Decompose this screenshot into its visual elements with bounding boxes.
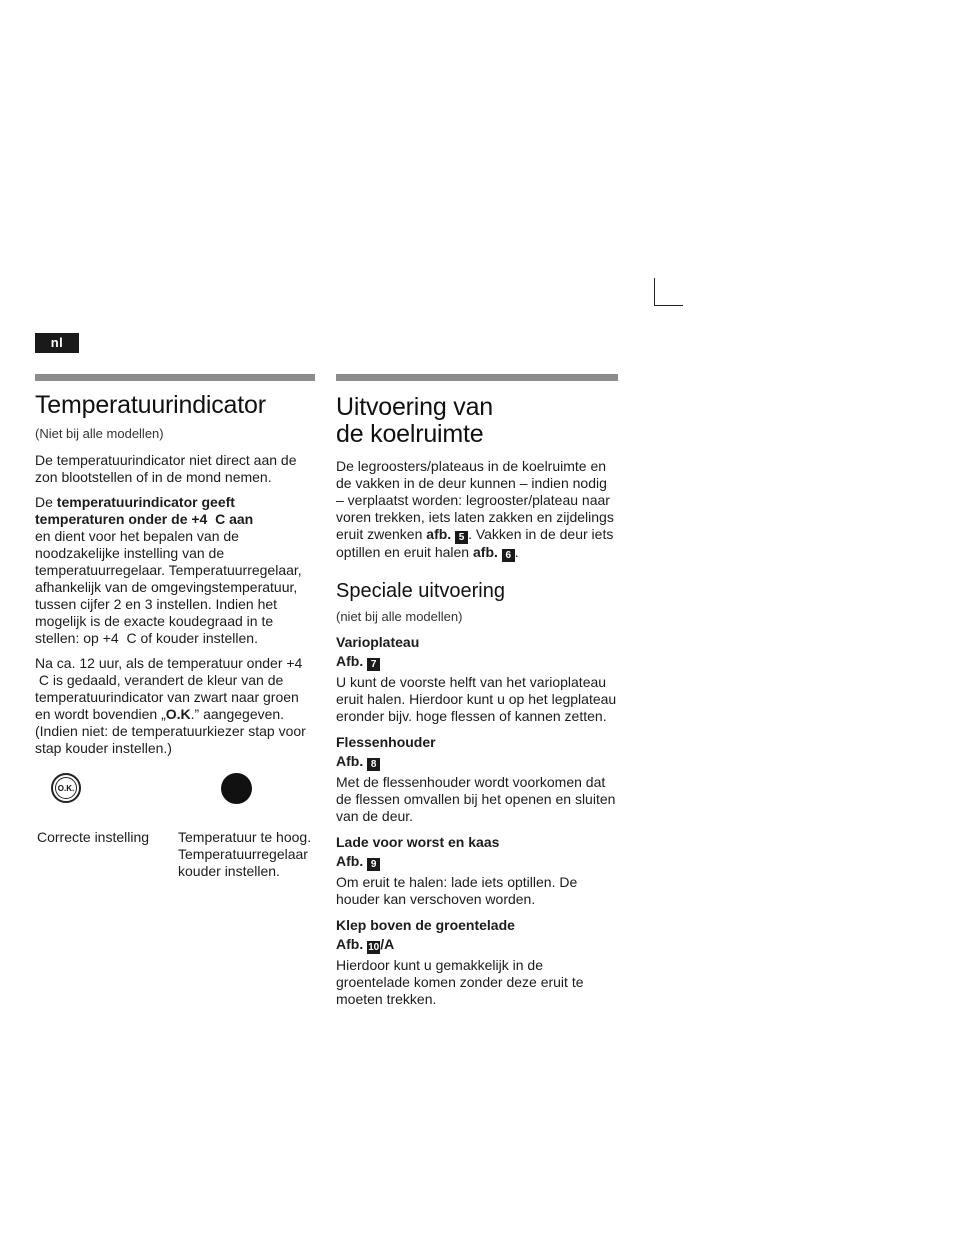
afb-text: Afb.	[336, 853, 364, 869]
figure-number-badge: 9	[367, 858, 380, 871]
text: De	[35, 494, 57, 510]
figure-ref: afb.	[426, 526, 452, 542]
caption-too-warm: Temperatuur te hoog. Temperatuurregelaar kouder instellen.	[178, 829, 312, 879]
text: .” aangegeven. (Indien niet: de temperatuurkiezer stap voor stap kouder instellen.)	[35, 706, 306, 756]
afb-text: Afb.	[336, 936, 364, 952]
crop-mark	[654, 278, 683, 306]
feature-item	[336, 634, 618, 725]
text: Na ca. 12 uur, als de temperatuur onder +4 C is gedaald, verandert de kleur van de temperatuurindicator van zwart naar groen en wordt bovendien „	[35, 655, 303, 722]
model-note: (Niet bij alle modellen)	[35, 426, 164, 441]
feature-item	[336, 917, 618, 1008]
text: . Vakken in de deur iets optillen en eruit halen	[336, 526, 614, 560]
feature-item	[336, 834, 618, 908]
feature-text: Met de flessenhouder wordt voorkomen dat de flessen omvallen bij het openen en sluiten van de deur.	[336, 774, 616, 824]
figure-ref	[336, 653, 618, 671]
text: en dient voor het bepalen van de noodzakelijke instelling van de temperatuurregelaar. Temperatuurregelaar, afhankelijk van de omgevingstemperatuur, tussen cijfer 2 en 3 instellen. Indien het mogelijk is de exacte koudegraad in te stellen: op +4 C of kouder instellen.	[35, 528, 302, 646]
caption-ok: Correcte instelling	[37, 829, 150, 845]
figure-ref	[336, 753, 618, 771]
subsection-title: Speciale uitvoering	[336, 580, 505, 602]
title-line: Uitvoering van	[336, 393, 494, 421]
right-column	[336, 374, 618, 1008]
figure-ref: afb.	[473, 544, 498, 560]
section-rule	[35, 374, 315, 381]
feature-text: Om eruit te halen: lade iets optillen. De houder kan verschoven worden.	[336, 874, 578, 907]
language-badge: nl	[35, 333, 79, 353]
feature-label: Varioplateau	[336, 634, 420, 650]
text: .	[514, 544, 519, 560]
paragraph-warning: De temperatuurindicator niet direct aan de zon blootstellen of in de mond nemen.	[35, 452, 297, 485]
paragraph-purpose	[35, 494, 315, 647]
figure-number-badge: 10	[368, 942, 380, 953]
feature-label: Flessenhouder	[336, 734, 436, 750]
ok-indicator-label: O.K.	[55, 777, 77, 799]
title-line: de koelruimte	[336, 420, 484, 448]
bold-text: temperatuurindicator geeft temperaturen onder de +4 C aan	[35, 494, 254, 527]
dark-indicator-icon	[221, 773, 252, 804]
model-note: (niet bij alle modellen)	[336, 609, 463, 624]
figure-number-badge: 5	[455, 531, 468, 544]
figure-suffix: /A	[380, 936, 395, 952]
indicator-figures	[35, 773, 315, 829]
bold-text: O.K	[165, 706, 191, 722]
figure-number-badge: 7	[367, 658, 380, 671]
feature-text: U kunt de voorste helft van het varioplateau eruit halen. Hierdoor kunt u op het legplateau eronder bijv. hoge flessen of kannen zetten.	[336, 674, 617, 724]
afb-text: Afb.	[336, 653, 364, 669]
section-title	[336, 394, 618, 448]
paragraph-intro	[336, 458, 618, 562]
section-rule	[336, 374, 618, 381]
paragraph-color-change	[35, 655, 315, 757]
figure-number-badge: 8	[367, 758, 380, 771]
left-column	[35, 374, 315, 899]
feature-label: Lade voor worst en kaas	[336, 834, 500, 850]
indicator-captions	[35, 829, 315, 899]
afb-text: Afb.	[336, 753, 364, 769]
figure-ref	[336, 853, 618, 871]
ok-indicator-icon	[51, 773, 81, 803]
text: De legroosters/plateaus in de koelruimte en de vakken in de deur kunnen – indien nodig – verplaatst worden: legrooster/plateau naar voren trekken, iets laten zakken en zijdelings eruit zwenken	[336, 458, 614, 542]
section-title: Temperatuurindicator	[35, 391, 266, 419]
feature-label: Klep boven de groentelade	[336, 917, 515, 933]
figure-number-badge: 6	[502, 549, 515, 562]
feature-item	[336, 734, 618, 825]
feature-text: Hierdoor kunt u gemakkelijk in de groentelade komen zonder deze eruit te moeten trekken.	[336, 957, 584, 1007]
figure-ref	[336, 936, 618, 954]
